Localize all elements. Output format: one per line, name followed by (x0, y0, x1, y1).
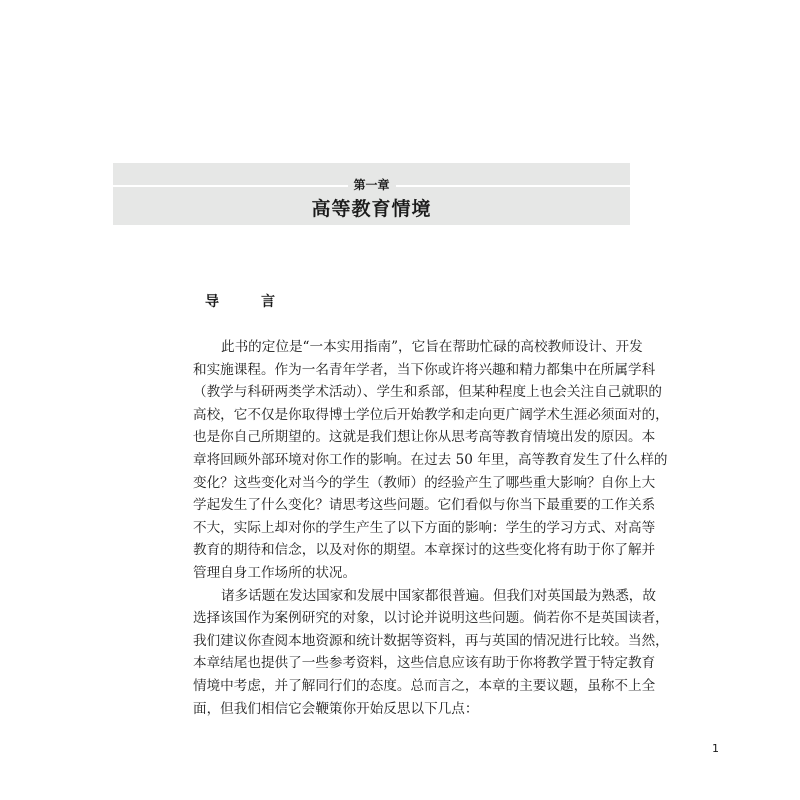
paragraph-line: 此书的定位是“一本实用指南”，它旨在帮助忙碌的高校教师设计、开发 (221, 339, 643, 355)
paragraph-line: 章将回顾外部环境对你工作的影响。在过去 50 年里，高等教育发生了什么样的 (193, 451, 668, 468)
paragraph-line: 不大，实际上却对你的学生产生了以下方面的影响：学生的学习方式、对高等 (193, 519, 656, 536)
paragraph-line: 变化？这些变化对当今的学生（教师）的经验产生了哪些重大影响？自你上大 (193, 474, 656, 491)
paragraph-line: 诸多话题在发达国家和发展中国家都很普遍。但我们对英国最为熟悉，故 (221, 587, 656, 604)
page-number: 1 (712, 742, 719, 755)
chapter-title: 高等教育情境 (311, 198, 432, 220)
paragraph-line: 教育的期待和信念，以及对你的期望。本章探讨的这些变化将有助于你了解并 (193, 542, 656, 559)
section-heading: 导 言 (205, 294, 289, 310)
paragraph-line: 本章结尾也提供了一些参考资料，这些信息应该有助于你将教学置于特定教育 (193, 655, 656, 672)
paragraph-line: 情境中考虑，并了解同行们的态度。总而言之，本章的主要议题，虽称不上全 (193, 677, 656, 694)
paragraph-line: （教学与科研两类学术活动）、学生和系部，但某种程度上也会关注自己就职的 (193, 384, 662, 401)
paragraph-line: 面，但我们相信它会鞭策你开始反思以下几点： (193, 700, 479, 717)
paragraph-line: 选择该国作为案例研究的对象，以讨论并说明这些问题。倘若你不是英国读者， (193, 610, 669, 627)
paragraph-line: 和实施课程。作为一名青年学者，当下你或许将兴趣和精力都集中在所属学科 (193, 361, 656, 378)
chapter-number: 第一章 (347, 177, 395, 193)
body-text (193, 336, 669, 720)
paragraph-line: 我们建议你查阅本地资源和统计数据等资料，再与英国的情况进行比较。当然， (193, 632, 669, 649)
paragraph-line: 也是你自己所期望的。这就是我们想让你从思考高等教育情境出发的原因。本 (193, 429, 656, 446)
paragraph-line: 高校，它不仅是你取得博士学位后开始教学和走向更广阔学术生涯必须面对的， (193, 406, 669, 423)
chapter-banner (113, 163, 630, 225)
paragraph-line: 管理自身工作场所的状况。 (193, 564, 357, 581)
paragraph-line: 学起发生了什么变化？请思考这些问题。它们看似与你当下最重要的工作关系 (193, 497, 656, 514)
